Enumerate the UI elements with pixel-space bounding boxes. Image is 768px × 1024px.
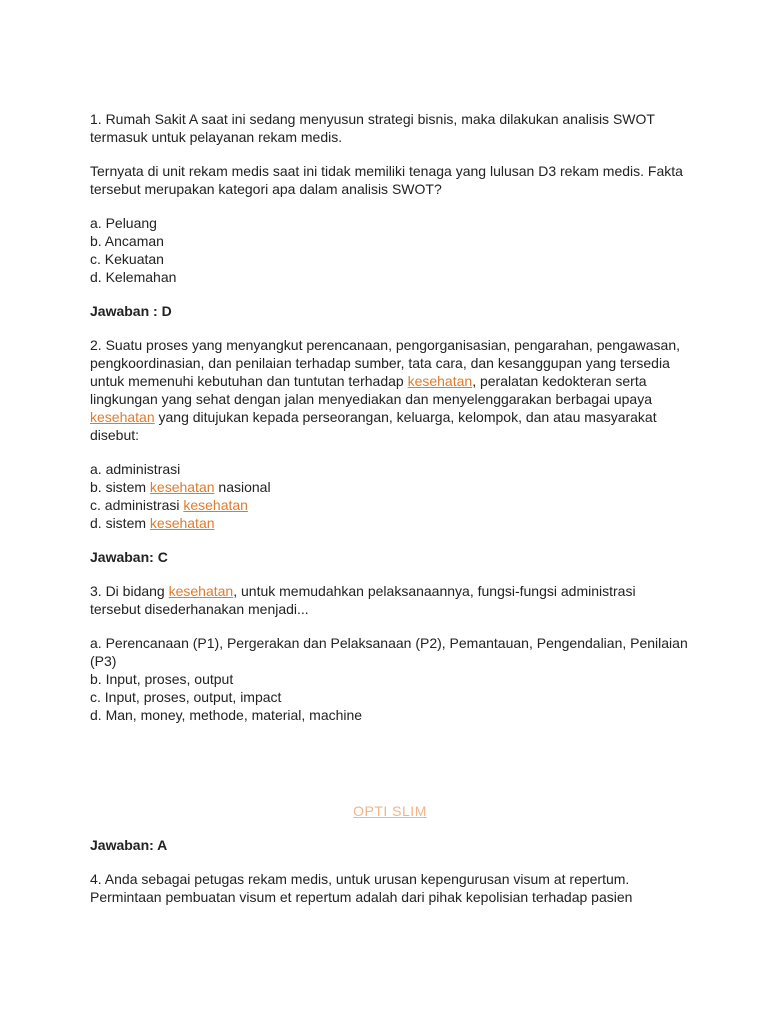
q2-option-d [90, 514, 690, 532]
q3-text-2: , untuk memudahkan pelaksanaannya, fungsi-fungsi administrasi tersebut disederhanakan menjadi... [90, 583, 636, 617]
q3-option-d: d. Man, money, methode, material, machine [90, 707, 363, 723]
q2-option-d-text: d. sistem [90, 515, 150, 531]
kesehatan-link[interactable]: kesehatan [407, 373, 473, 389]
q2-answer: Jawaban: C [90, 549, 168, 565]
q3-question [90, 582, 690, 618]
ad-link-container [90, 802, 690, 820]
q2-text-3: yang ditujukan kepada perseorangan, keluarga, kelompok, dan atau masyarakat disebut: [90, 409, 657, 443]
q3-option-b: b. Input, proses, output [90, 671, 234, 687]
kesehatan-link[interactable]: kesehatan [168, 583, 234, 599]
q1-question: Ternyata di unit rekam medis saat ini tidak memiliki tenaga yang lulusan D3 rekam medis. Fakta tersebut merupakan kategori apa dalam analisis SWOT? [90, 163, 683, 197]
opti-slim-ad-link[interactable]: OPTI SLIM [353, 803, 427, 819]
q2-options [90, 460, 690, 532]
q1-answer: Jawaban : D [90, 303, 172, 319]
q3-option-c: c. Input, proses, output, impact [90, 689, 282, 705]
q2-option-b-text: b. sistem [90, 479, 150, 495]
q3-text-1: 3. Di bidang [90, 583, 169, 599]
kesehatan-link[interactable]: kesehatan [90, 409, 155, 425]
kesehatan-link[interactable]: kesehatan [149, 515, 215, 531]
q1-option-b: b. Ancaman [90, 233, 164, 249]
q2-option-a: a. administrasi [90, 461, 181, 477]
q3-option-a: a. Perencanaan (P1), Pergerakan dan Pelaksanaan (P2), Pemantauan, Pengendalian, Penilaian (P3) [90, 635, 688, 669]
q1-option-c: c. Kekuatan [90, 251, 164, 267]
q2-option-b [90, 478, 690, 496]
q2-option-c-text: c. administrasi [90, 497, 184, 513]
q3-answer: Jawaban: A [90, 837, 168, 853]
document-content [90, 110, 690, 922]
q4-question: 4. Anda sebagai petugas rekam medis, untuk urusan kepengurusan visum at repertum. Permintaan pembuatan visum et repertum adalah dari pihak kepolisian terhadap pasien [90, 871, 633, 905]
q1-option-d: d. Kelemahan [90, 269, 177, 285]
q2-text-1: 2. Suatu proses yang menyangkut perencanaan, pengorganisasian, pengarahan, pengawasan, pengkoordinasian, dan penilaian terhadap sumber, tata cara, dan kesanggupan yang tersedia untuk memenuhi kebutuhan dan tuntutan terhadap [90, 337, 680, 389]
kesehatan-link[interactable]: kesehatan [183, 497, 248, 513]
q1-option-a: a. Peluang [90, 215, 157, 231]
q2-text-2: , peralatan kedokteran serta lingkungan yang sehat dengan jalan menyediakan dan menyelenggarakan berbagai upaya [90, 373, 652, 407]
q1-intro: 1. Rumah Sakit A saat ini sedang menyusun strategi bisnis, maka dilakukan analisis SWOT termasuk untuk pelayanan rekam medis. [90, 111, 655, 145]
q2-option-b-suffix: nasional [214, 479, 271, 495]
q2-question [90, 336, 690, 444]
q3-options [90, 634, 690, 724]
q2-option-c [90, 496, 690, 514]
q1-options [90, 214, 690, 286]
kesehatan-link[interactable]: kesehatan [149, 479, 215, 495]
